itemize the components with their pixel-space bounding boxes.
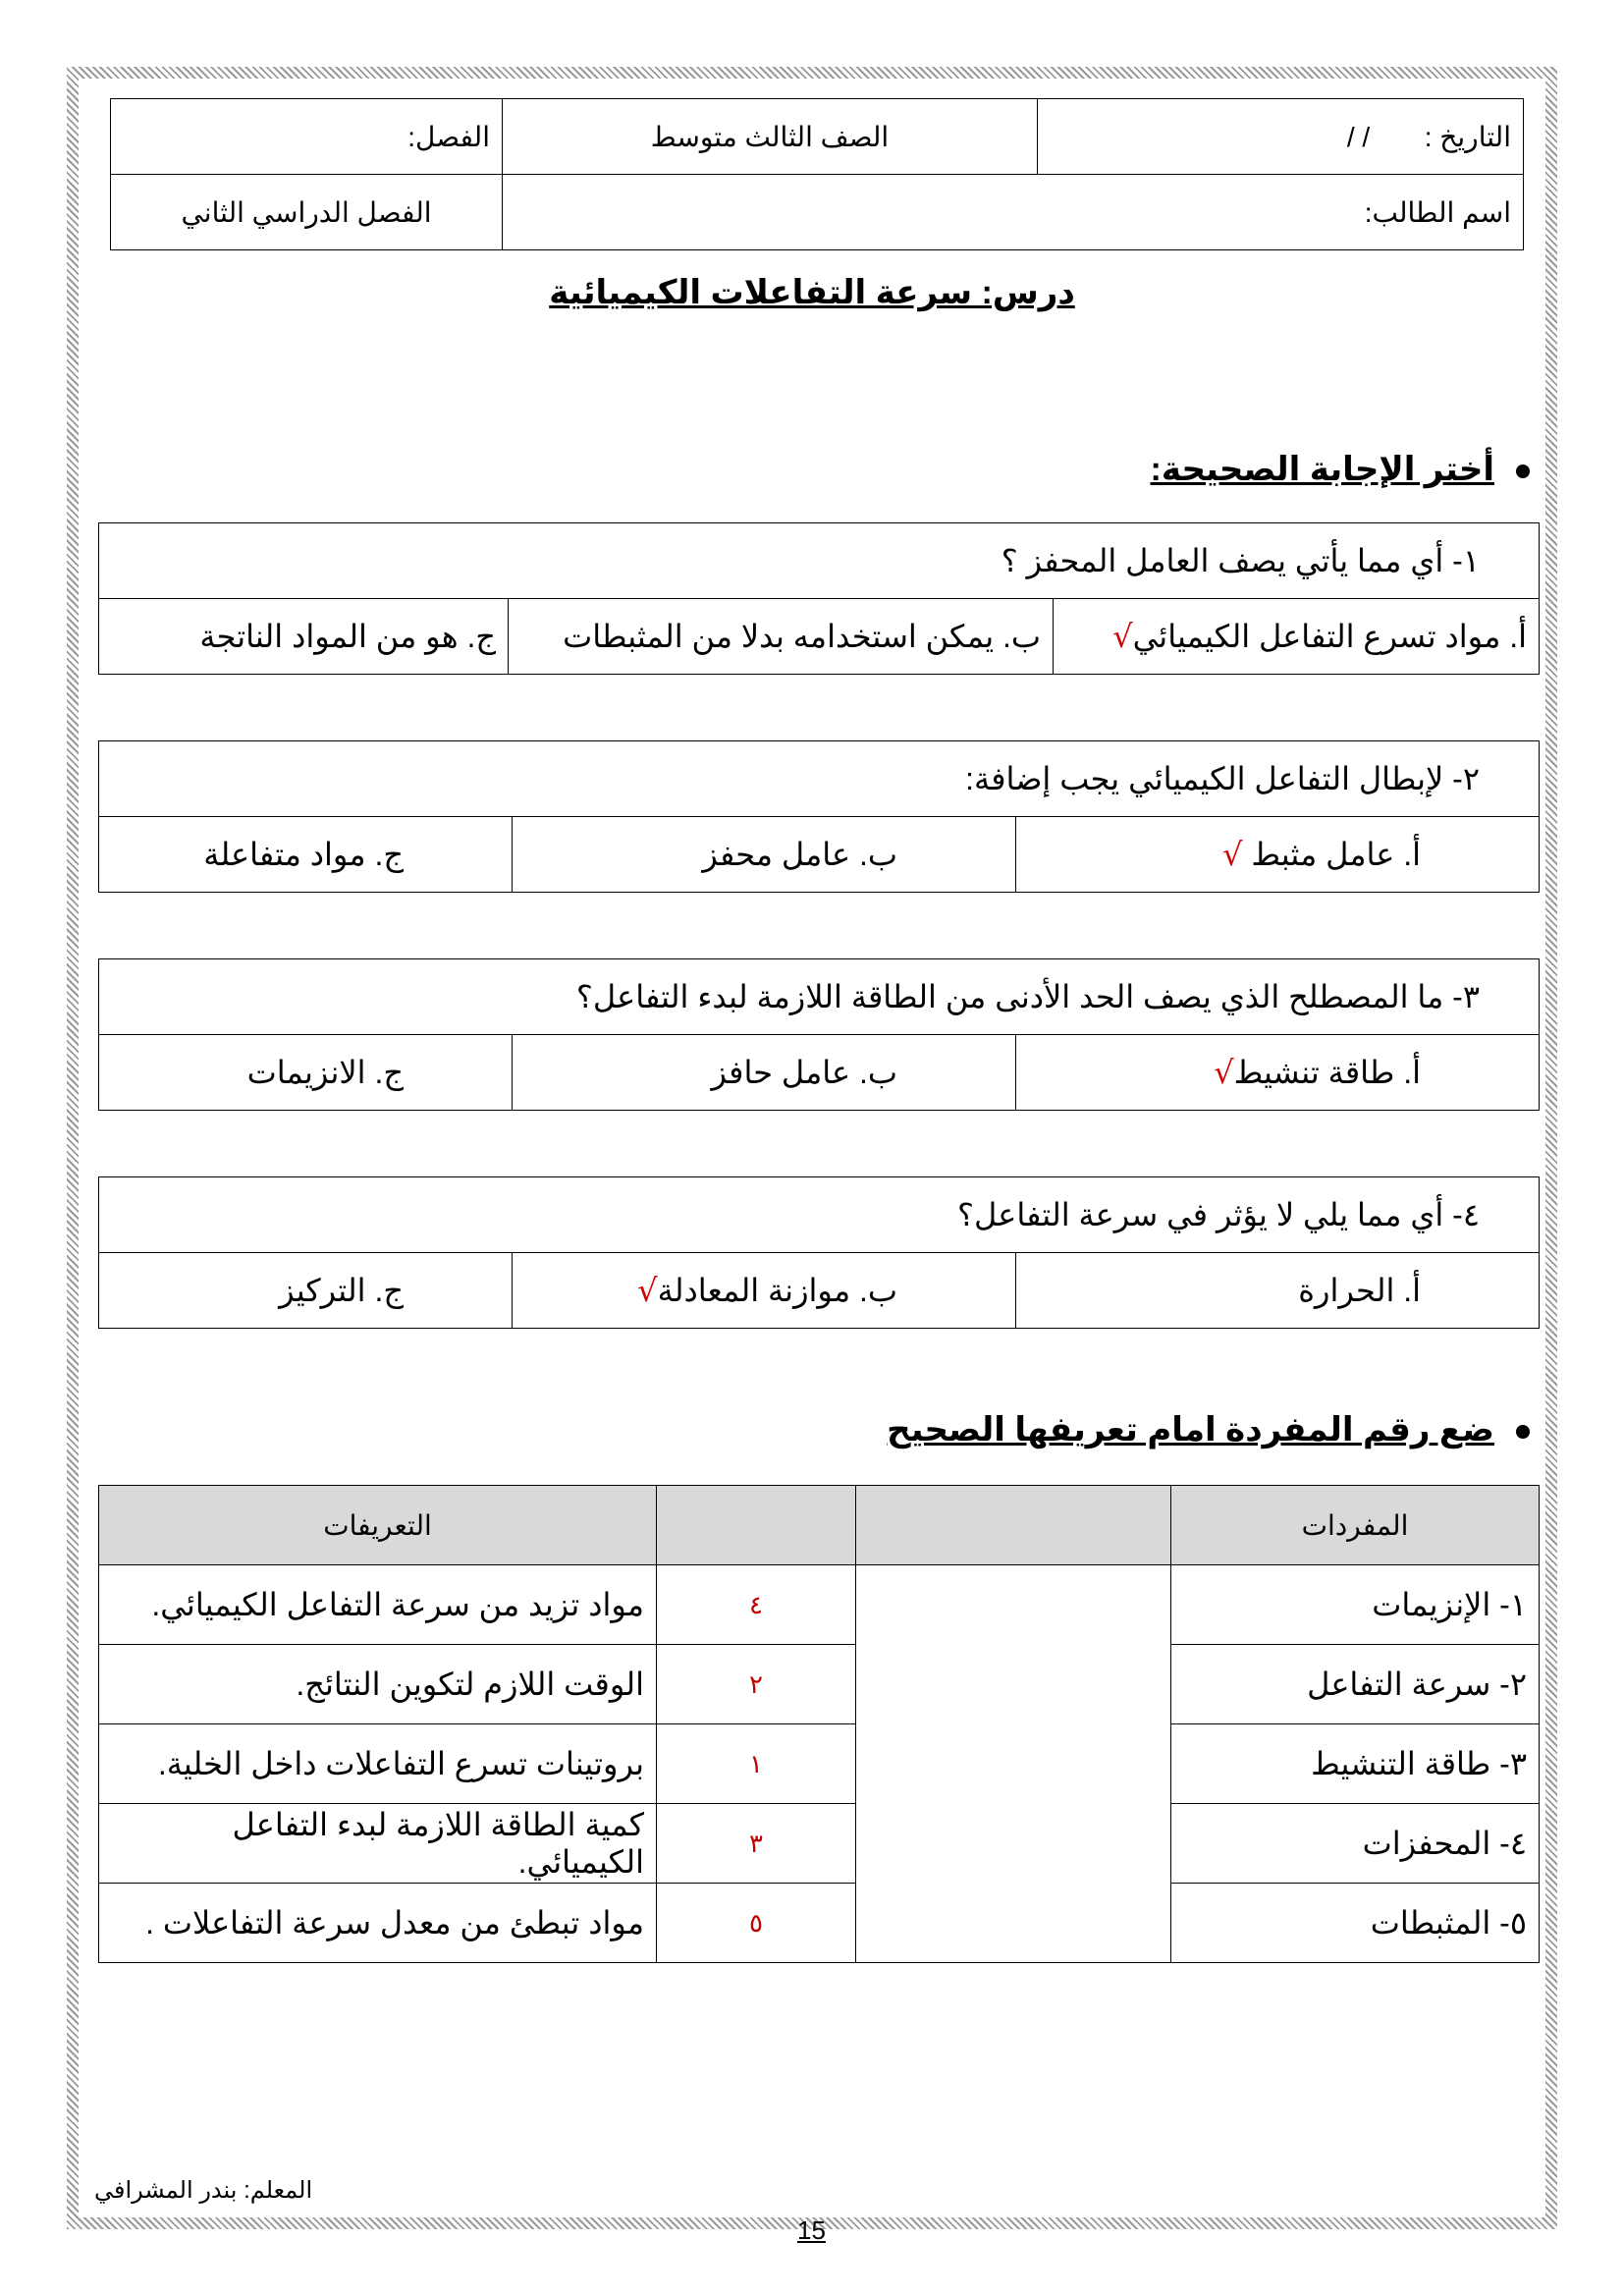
question-text: ١- أي مما يأتي يصف العامل المحفز ؟ bbox=[99, 523, 1540, 599]
term-cell: ١- الإنزيمات bbox=[1171, 1565, 1540, 1645]
date-label: التاريخ : bbox=[1424, 121, 1511, 152]
date-cell bbox=[1038, 99, 1524, 175]
date-slashes: / / bbox=[1346, 121, 1371, 152]
option-text: ج. هو من المواد الناتجة bbox=[199, 619, 496, 654]
page-number: 15 bbox=[797, 2215, 826, 2245]
question-2 bbox=[98, 740, 1540, 893]
semester-cell: الفصل الدراسي الثاني bbox=[111, 175, 503, 250]
option-text: ب. عامل حافز bbox=[711, 1055, 897, 1090]
option-b[interactable] bbox=[513, 1035, 1016, 1111]
answer-number[interactable]: ٢ bbox=[657, 1645, 856, 1724]
option-a[interactable] bbox=[1016, 1253, 1540, 1329]
option-text: ب. عامل محفز bbox=[702, 837, 897, 872]
check-mark-icon: √ bbox=[637, 1272, 658, 1309]
class-cell: الفصل: bbox=[111, 99, 503, 175]
section-matching-title bbox=[887, 1410, 1530, 1449]
option-text: أ. طاقة تنشيط bbox=[1233, 1055, 1421, 1090]
answer-number[interactable]: ٤ bbox=[657, 1565, 856, 1645]
question-1 bbox=[98, 522, 1540, 675]
number-header bbox=[657, 1486, 856, 1565]
question-text: ٢- لإبطال التفاعل الكيميائي يجب إضافة: bbox=[99, 741, 1540, 817]
option-a[interactable] bbox=[1016, 817, 1540, 893]
definition-cell: مواد تزيد من سرعة التفاعل الكيميائي. bbox=[99, 1565, 657, 1645]
blank-column bbox=[856, 1565, 1171, 1963]
option-b[interactable] bbox=[509, 599, 1054, 675]
option-text: ج. التركيز bbox=[279, 1273, 404, 1308]
option-b[interactable] bbox=[513, 1253, 1016, 1329]
lesson-title: درس: سرعة التفاعلات الكيميائية bbox=[549, 274, 1075, 311]
check-mark-icon: √ bbox=[1214, 1054, 1234, 1091]
option-text: أ. مواد تسرع التفاعل الكيميائي bbox=[1132, 619, 1527, 654]
answer-number[interactable]: ٣ bbox=[657, 1804, 856, 1884]
definition-cell: كمية الطاقة اللازمة لبدء التفاعل الكيميائي. bbox=[99, 1804, 657, 1884]
option-text: أ. الحرارة bbox=[1298, 1273, 1421, 1308]
term-cell: ٥- المثبطات bbox=[1171, 1884, 1540, 1963]
option-c[interactable] bbox=[99, 1253, 513, 1329]
definition-cell: بروتينات تسرع التفاعلات داخل الخلية. bbox=[99, 1724, 657, 1804]
answer-number[interactable]: ١ bbox=[657, 1724, 856, 1804]
option-text: ب. يمكن استخدامه بدلا من المثبطات bbox=[563, 619, 1041, 654]
definitions-header: التعريفات bbox=[99, 1486, 657, 1565]
question-text: ٣- ما المصطلح الذي يصف الحد الأدنى من الطاقة اللازمة لبدء التفاعل؟ bbox=[99, 959, 1540, 1035]
matching-table bbox=[98, 1485, 1540, 1963]
option-text: ج. الانزيمات bbox=[246, 1055, 404, 1090]
header-table bbox=[110, 98, 1524, 250]
blank-header bbox=[856, 1486, 1171, 1565]
option-text: ج. مواد متفاعلة bbox=[203, 837, 404, 872]
teacher-name: المعلم: بندر المشرافي bbox=[94, 2177, 313, 2204]
grade-cell: الصف الثالث متوسط bbox=[503, 99, 1038, 175]
option-a[interactable] bbox=[1016, 1035, 1540, 1111]
section2-title-text: ضع رقم المفردة امام تعريفها الصحيح bbox=[887, 1411, 1494, 1449]
option-b[interactable] bbox=[513, 817, 1016, 893]
section1-title-text: أختر الإجابة الصحيحة: bbox=[1150, 451, 1494, 488]
answer-number[interactable]: ٥ bbox=[657, 1884, 856, 1963]
term-cell: ٣- طاقة التنشيط bbox=[1171, 1724, 1540, 1804]
definition-cell: الوقت اللازم لتكوين النتائج. bbox=[99, 1645, 657, 1724]
question-text: ٤- أي مما يلي لا يؤثر في سرعة التفاعل؟ bbox=[99, 1177, 1540, 1253]
check-mark-icon: √ bbox=[1112, 618, 1133, 655]
option-a[interactable] bbox=[1054, 599, 1540, 675]
question-3 bbox=[98, 958, 1540, 1111]
question-4 bbox=[98, 1176, 1540, 1329]
option-c[interactable] bbox=[99, 817, 513, 893]
option-text: ب. موازنة المعادلة bbox=[657, 1273, 897, 1308]
section-multiple-choice-title bbox=[1151, 450, 1530, 489]
check-mark-icon: √ bbox=[1222, 836, 1243, 873]
definition-cell: مواد تبطئ من معدل سرعة التفاعلات . bbox=[99, 1884, 657, 1963]
term-cell: ٢- سرعة التفاعل bbox=[1171, 1645, 1540, 1724]
option-c[interactable] bbox=[99, 599, 509, 675]
terms-header: المفردات bbox=[1171, 1486, 1540, 1565]
student-name-cell: اسم الطالب: bbox=[503, 175, 1524, 250]
term-cell: ٤- المحفزات bbox=[1171, 1804, 1540, 1884]
bullet-icon bbox=[1516, 465, 1530, 478]
bullet-icon bbox=[1516, 1425, 1530, 1439]
option-text: أ. عامل مثبط bbox=[1242, 837, 1421, 872]
option-c[interactable] bbox=[99, 1035, 513, 1111]
